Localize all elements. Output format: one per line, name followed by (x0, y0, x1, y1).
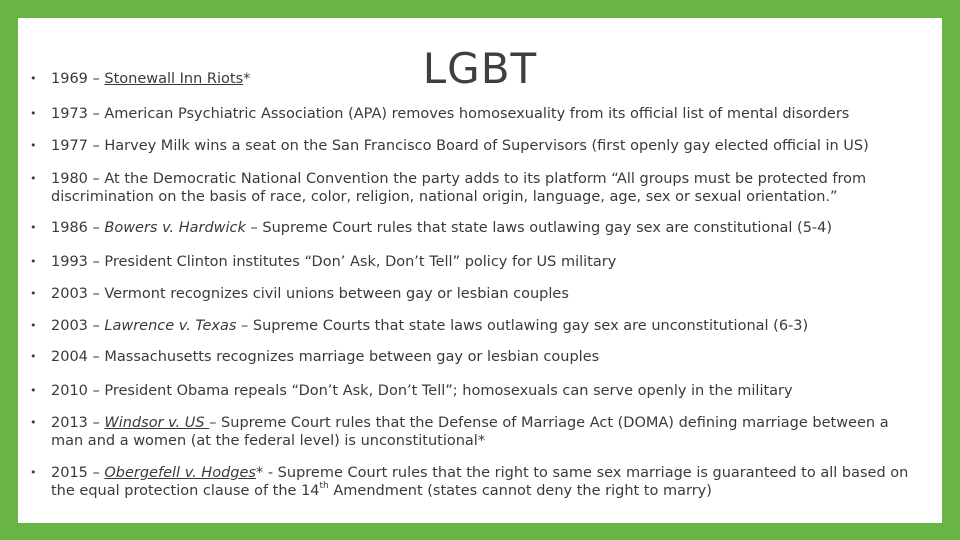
bullet: • (30, 221, 37, 234)
slide-title: LGBT (422, 44, 538, 93)
bullet: • (30, 172, 37, 185)
item-prefix: 1986 – (51, 220, 105, 236)
list-item (30, 414, 910, 450)
list-item (30, 70, 910, 88)
list-item (30, 219, 910, 237)
stonewall-link[interactable]: Stonewall Inn Riots (104, 71, 244, 87)
windsor-link[interactable]: Windsor v. US (104, 415, 210, 431)
item-prefix: 2003 – (51, 318, 105, 334)
bullet: • (30, 319, 37, 332)
list-item (30, 170, 910, 206)
item-text: 1977 – Harvey Milk wins a seat on the San Francisco Board of Supervisors (first openly gay elected official in US) (51, 138, 869, 154)
item-prefix: 2013 – (51, 415, 105, 431)
item-dash: – (87, 71, 105, 87)
item-text: – Supreme Courts that state laws outlawing gay sex are unconstitutional (6-3) (236, 318, 809, 334)
item-suffix: * (243, 71, 251, 87)
bullet: • (30, 139, 37, 152)
list-item (30, 464, 910, 500)
list-item (30, 382, 910, 400)
obergefell-link[interactable]: Obergefell v. Hodges (104, 465, 256, 481)
item-year: 1969 (51, 71, 88, 87)
item-text: – Supreme Court rules that the Defense of Marriage Act (DOMA) defining marriage between a man and a women (at the federal level) is unconstitutional* (51, 415, 889, 449)
bullet: • (30, 466, 37, 479)
bullet: • (30, 72, 37, 85)
case-name: Bowers v. Hardwick (104, 220, 246, 236)
bullet: • (30, 287, 37, 300)
case-name: Lawrence v. Texas (104, 318, 237, 334)
item-text: 2004 – Massachusetts recognizes marriage between gay or lesbian couples (51, 349, 600, 365)
list-item (30, 105, 910, 123)
item-text: 1973 – American Psychiatric Association (APA) removes homosexuality from its official list of mental disorders (51, 106, 850, 122)
list-item (30, 285, 910, 303)
ordinal-suffix: th (319, 481, 329, 492)
item-text: 2010 – President Obama repeals “Don’t Ask, Don’t Tell”; homosexuals can serve openly in the military (51, 383, 793, 399)
list-item (30, 253, 910, 271)
bullet: • (30, 350, 37, 363)
bullet: • (30, 107, 37, 120)
bullet: • (30, 416, 37, 429)
item-text: – Supreme Court rules that state laws outlawing gay sex are constitutional (5-4) (245, 220, 833, 236)
bullet: • (30, 384, 37, 397)
item-prefix: 2015 – (51, 465, 105, 481)
list-item (30, 317, 910, 335)
item-text: 2003 – Vermont recognizes civil unions between gay or lesbian couples (51, 286, 569, 302)
bullet: • (30, 255, 37, 268)
item-text-end: Amendment (states cannot deny the right to marry) (328, 483, 712, 499)
list-item (30, 348, 910, 366)
item-text: 1993 – President Clinton institutes “Don’ Ask, Don’t Tell” policy for US military (51, 254, 617, 270)
list-item (30, 137, 910, 155)
item-text: 1980 – At the Democratic National Convention the party adds to its platform “All groups must be protected from discrimination on the basis of race, color, religion, national origin, language, age, sex or sexual orientation.” (51, 171, 867, 205)
item-text: * - Supreme Court rules that the right to same sex marriage is guaranteed to all based on the equal protection clause of the 14 (51, 465, 909, 499)
slide (18, 18, 942, 523)
